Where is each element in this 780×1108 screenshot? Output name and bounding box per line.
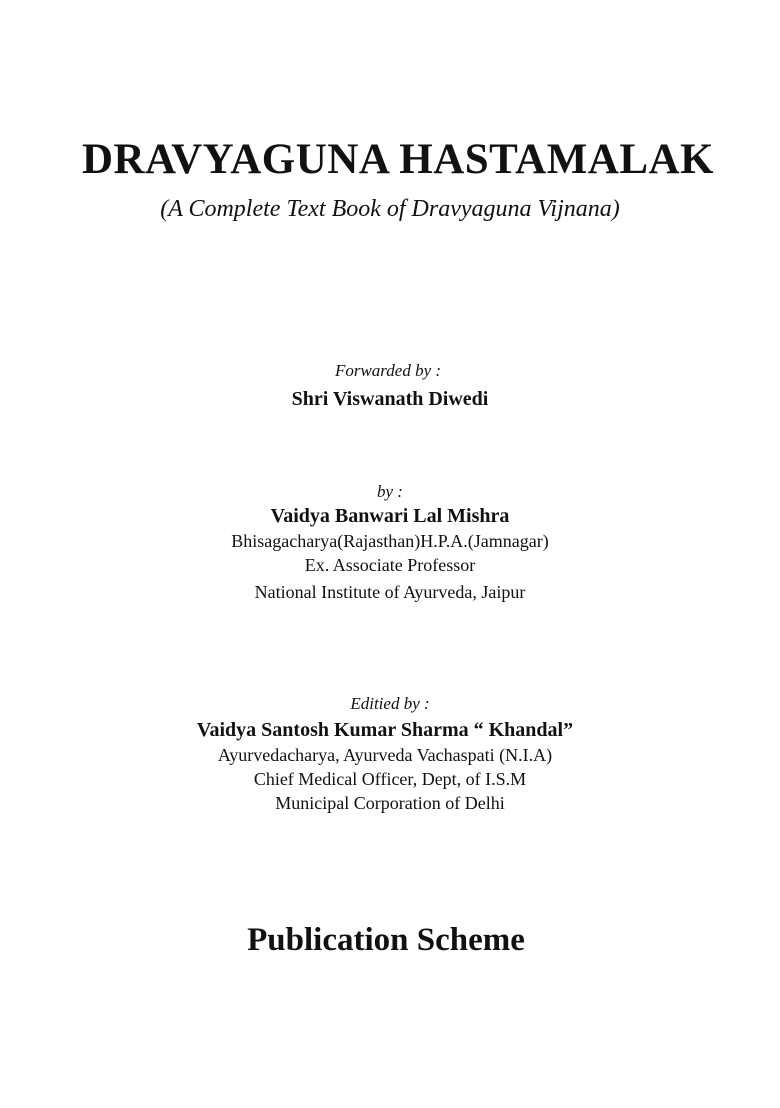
book-title: DRAVYAGUNA HASTAMALAK — [81, 136, 715, 183]
editor-position: Chief Medical Officer, Dept, of I.S.M — [253, 769, 527, 789]
editor-qualification: Ayurvedacharya, Ayurveda Vachaspati (N.I.A) — [217, 745, 553, 765]
book-subtitle: (A Complete Text Book of Dravyaguna Vijnana) — [160, 196, 620, 222]
author-institute: National Institute of Ayurveda, Jaipur — [254, 582, 526, 602]
author-label: by : — [377, 482, 403, 501]
publisher: Publication Scheme — [247, 922, 525, 958]
editor-name: Vaidya Santosh Kumar Sharma “ Khandal” — [196, 719, 574, 741]
foreword-name: Shri Viswanath Diwedi — [291, 388, 489, 410]
author-qualification: Bhisagacharya(Rajasthan)H.P.A.(Jamnagar) — [231, 531, 549, 551]
editor-label: Editied by : — [350, 694, 430, 713]
author-position: Ex. Associate Professor — [304, 555, 476, 575]
foreword-label: Forwarded by : — [334, 361, 442, 380]
editor-organization: Municipal Corporation of Delhi — [275, 793, 505, 813]
author-name: Vaidya Banwari Lal Mishra — [270, 505, 510, 527]
